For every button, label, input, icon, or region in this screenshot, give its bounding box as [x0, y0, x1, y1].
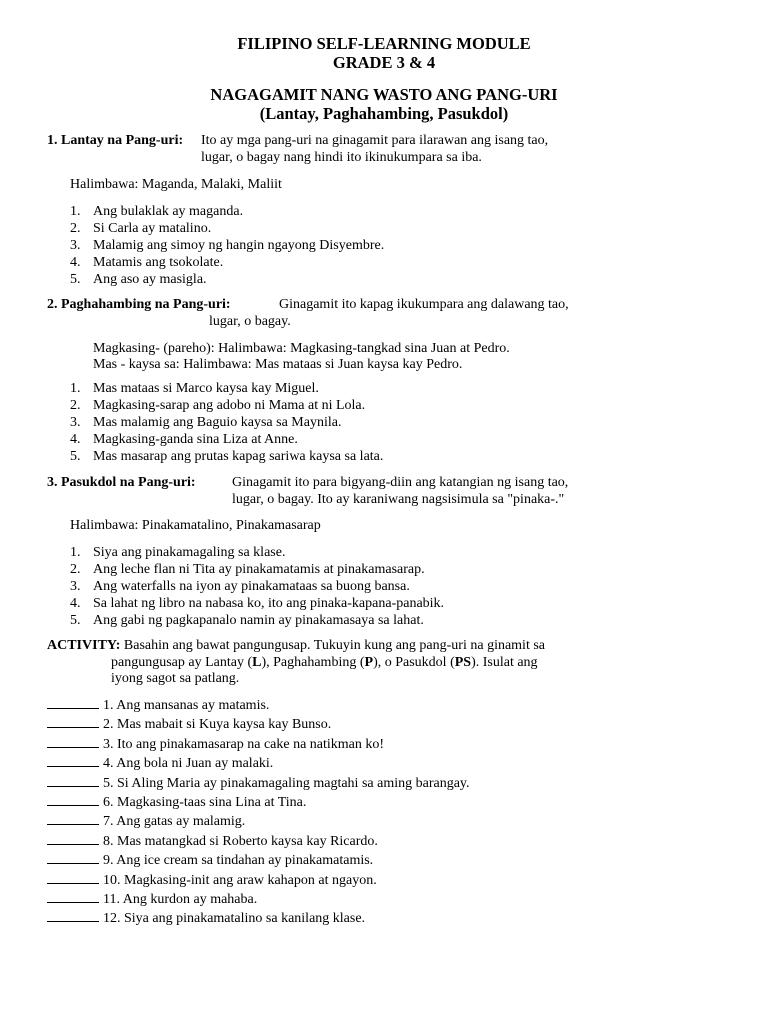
activity-item: 10. Magkasing-init ang araw kahapon at ngayon. — [47, 871, 470, 890]
section2-desc-line1: Ginagamit ito kapag ikukumpara ang dalawang tao, — [279, 297, 569, 312]
activity-item: 9. Ang ice cream sa tindahan ay pinakamatamis. — [47, 851, 470, 870]
answer-blank[interactable] — [47, 871, 99, 884]
lesson-topic: NAGAGAMIT NANG WASTO ANG PANG-URI — [210, 85, 558, 104]
section3-example: Halimbawa: Pinakamatalino, Pinakamasarap — [70, 518, 321, 533]
answer-blank[interactable] — [47, 754, 99, 767]
grade-level: GRADE 3 & 4 — [332, 53, 436, 72]
section1-desc-line2: lugar, o bagay nang hindi ito ikinukumpara sa iba. — [201, 150, 482, 165]
activity-item: 1. Ang mansanas ay matamis. — [47, 696, 470, 715]
section2-heading: 2. Paghahambing na Pang-uri: — [47, 297, 231, 312]
section2-desc-line2: lugar, o bagay. — [209, 314, 291, 329]
activity-instructions-line2: pangungusap ay Lantay (L), Paghahambing (P), o Pasukdol (PS). Isulat ang — [111, 655, 538, 670]
module-title: FILIPINO SELF-LEARNING MODULE — [237, 34, 531, 53]
activity-item: 7. Ang gatas ay malamig. — [47, 812, 470, 831]
answer-blank[interactable] — [47, 774, 99, 787]
activity-item: 3. Ito ang pinakamasarap na cake na natikman ko! — [47, 735, 470, 754]
answer-blank[interactable] — [47, 851, 99, 864]
section3-desc-line2: lugar, o bagay. Ito ay karaniwang nagsisimula sa "pinaka-." — [232, 492, 565, 507]
answer-blank[interactable] — [47, 832, 99, 845]
section1-example: Halimbawa: Maganda, Malaki, Maliit — [70, 177, 282, 192]
activity-instructions-line1: ACTIVITY: Basahin ang bawat pangungusap. Tukuyin kung ang pang-uri na ginamit sa — [47, 638, 545, 653]
answer-blank[interactable] — [47, 793, 99, 806]
activity-item: 11. Ang kurdon ay mahaba. — [47, 890, 470, 909]
section3-desc-line1: Ginagamit ito para bigyang-diin ang katangian ng isang tao, — [232, 475, 569, 490]
activity-item: 8. Mas matangkad si Roberto kaysa kay Ricardo. — [47, 832, 470, 851]
section2-note1: Magkasing- (pareho): Halimbawa: Magkasing-tangkad sina Juan at Pedro. — [93, 341, 510, 356]
module-page: FILIPINO SELF-LEARNING MODULE GRADE 3 & 4 NAGAGAMIT NANG WASTO ANG PANG-URI (Lantay, Paghahambing, Pasukdol) 1. Lantay na Pang-uri: Ito ay mga pang-uri na ginagamit para ilarawan ang isang tao, lugar, o bagay nang hindi ito ikinukumpara sa iba. Halimbawa: Maganda, Malaki, Maliit 1. Ang bulaklak ay maganda. 2. Si Carla ay matalino. 3. Malamig ang simoy ng hangin ngayong Disyembre. 4. Matamis ang tsokolate. 5. Ang aso ay masigla. 2. Paghahambing na Pang-uri: Ginagamit ito kapag ikukumpara ang dalawang tao, lugar, o bagay. Magkasing- (pareho): Halimbawa: Magkasing-tangkad sina Juan at Pedro. Mas - kaysa sa: Halimbawa: Mas mataas si Juan kaysa kay Pedro. 1. Mas mataas si Marco kaysa kay Miguel. 2. Magkasing-sarap ang adobo ni Mama at ni Lola. 3. Mas malamig ang Baguio kaysa sa Maynila. 4. Magkasing-ganda sina Liza at Anne. 5. Mas masarap ang prutas kapag sariwa kaysa sa lata. 3. Pasukdol na Pang-uri: Ginagamit ito para bigyang-diin ang katangian ng isang tao, lugar, o bagay. Ito ay karaniwang nagsisimula sa "pinaka-." Halimbawa: Pinakamatalino, Pinakamasarap 1. Siya ang pinakamagaling sa klase. 2. Ang leche flan ni Tita ay pinakamatamis at pinakamasarap. 3. Ang waterfalls na iyon ay pinakamataas sa buong bansa. 4. Sa lahat ng libro na nabasa ko, ito ang pinaka-kapana-panabik. 5. Ang gabi ng pagkapanalo namin ay pinakamasaya sa lahat. ACTIVITY: Basahin ang bawat pangungusap. Tukuyin kung ang pang-uri na ginamit sa pangungusap ay Lantay (L), Paghahambing (P), o Pasukdol (PS). Isulat ang iyong sagot sa patlang. 1. Ang mansanas ay matamis. 2. Mas mabait si Kuya kaysa kay Bunso. 3. Ito ang pinakamasarap na cake na natikman ko! 4. Ang bola ni Juan ay malaki. 5. Si Aling Maria ay pinakamagaling magtahi sa aming barangay. 6. Magkasing-taas sina Lina at Tina. 7. Ang gatas ay malamig. 8. Mas matangkad si Roberto kaysa kay Ricardo. 9. Ang ice cream sa tindahan ay pinakamatamis. 10. Magkasing-init ang araw kahapon at ngayon. 11. Ang kurdon ay mahaba. 12. Siya ang pinakamatalino sa kanilang klase. — [0, 0, 768, 1024]
answer-blank[interactable] — [47, 696, 99, 709]
answer-blank[interactable] — [47, 890, 99, 903]
activity-item: 5. Si Aling Maria ay pinakamagaling magtahi sa aming barangay. — [47, 774, 470, 793]
activity-item: 6. Magkasing-taas sina Lina at Tina. — [47, 793, 470, 812]
answer-blank[interactable] — [47, 909, 99, 922]
activity-list — [47, 696, 470, 929]
section3-heading: 3. Pasukdol na Pang-uri: — [47, 475, 196, 490]
activity-item: 12. Siya ang pinakamatalino sa kanilang klase. — [47, 909, 470, 928]
answer-blank[interactable] — [47, 715, 99, 728]
answer-blank[interactable] — [47, 735, 99, 748]
lesson-subtopic: (Lantay, Paghahambing, Pasukdol) — [259, 104, 509, 123]
activity-item: 4. Ang bola ni Juan ay malaki. — [47, 754, 470, 773]
activity-instructions-line3: iyong sagot sa patlang. — [111, 671, 240, 686]
section1-desc-line1: Ito ay mga pang-uri na ginagamit para ilarawan ang isang tao, — [201, 133, 549, 148]
activity-label: ACTIVITY: — [47, 638, 121, 653]
section1-heading: 1. Lantay na Pang-uri: — [47, 133, 184, 148]
answer-blank[interactable] — [47, 812, 99, 825]
activity-item: 2. Mas mabait si Kuya kaysa kay Bunso. — [47, 715, 470, 734]
section2-note2: Mas - kaysa sa: Halimbawa: Mas mataas si Juan kaysa kay Pedro. — [93, 357, 463, 372]
